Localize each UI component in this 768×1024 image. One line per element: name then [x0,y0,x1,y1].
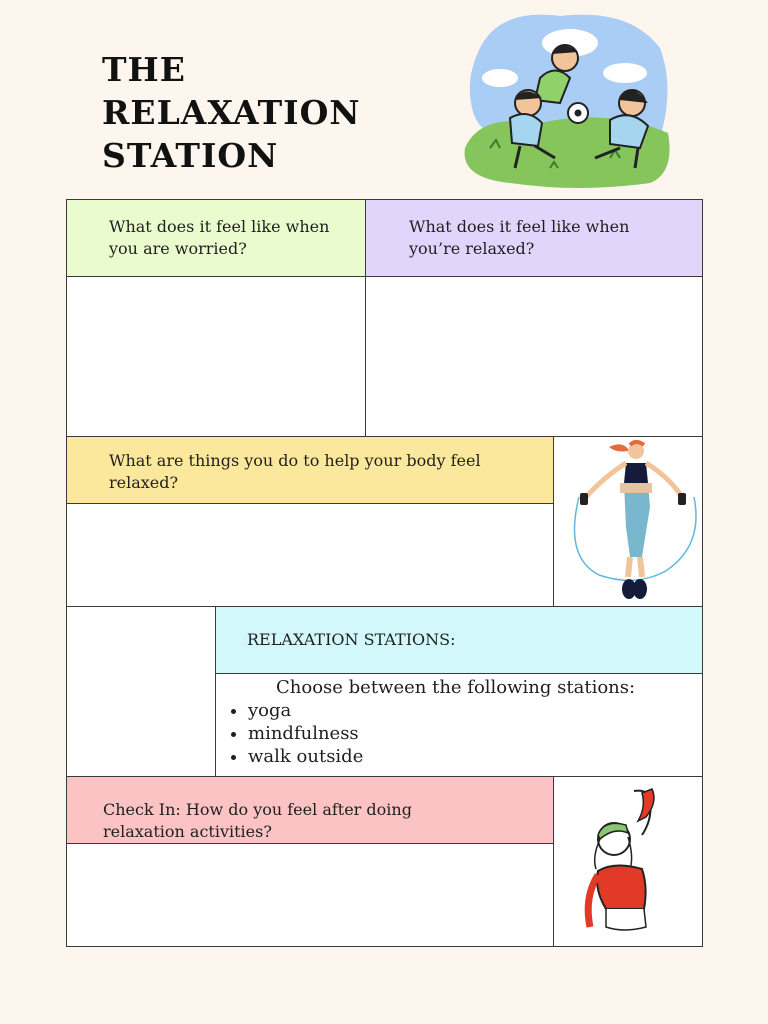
stations-list [230,699,363,768]
body-prompt-text: What are things you do to help your body feel relaxed? [109,451,481,492]
body-prompt-header [66,436,554,504]
worried-answer-box[interactable] [66,276,366,437]
stations-header [215,606,703,674]
kids-playing-soccer-illustration [460,8,675,188]
worried-prompt-text: What does it feel like when you are worried? [109,217,330,258]
relaxed-prompt-header [365,199,703,277]
jump-rope-image-box [553,436,703,607]
checkin-answer-box[interactable] [66,843,554,947]
relaxed-prompt-text: What does it feel like when you’re relaxed? [409,217,630,258]
stations-intro: Choose between the following stations: [276,677,636,698]
jump-rope-illustration [554,437,702,606]
title-line-1: THE [102,50,186,89]
stations-side-box[interactable] [66,606,216,777]
stretching-woman-illustration [554,777,702,946]
relaxed-answer-box[interactable] [365,276,703,437]
page-title [102,48,361,177]
list-item: • mindfulness [248,722,363,745]
stretch-image-box [553,776,703,947]
title-line-3: STATION [102,136,279,175]
body-answer-box[interactable] [66,503,554,607]
stations-heading-text: RELAXATION STATIONS: [247,630,456,649]
checkin-prompt-header [66,776,554,844]
list-item: • yoga [248,699,363,722]
checkin-prompt-text: Check In: How do you feel after doing relaxation activities? [103,800,412,841]
title-line-2: RELAXATION [102,93,361,132]
list-item: • walk outside [248,745,363,768]
worried-prompt-header [66,199,366,277]
